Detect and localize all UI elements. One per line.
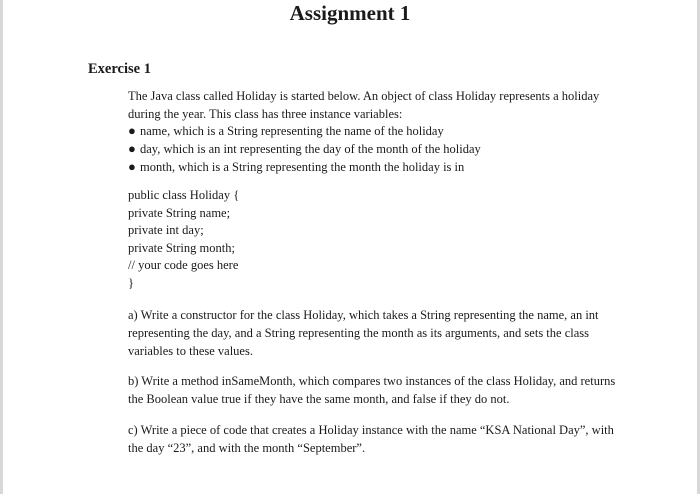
document-page — [3, 0, 697, 494]
list-item — [128, 122, 628, 140]
list-item — [128, 140, 628, 158]
list-item — [128, 158, 628, 176]
code-line: } — [128, 275, 134, 290]
code-line: private String name; — [128, 205, 231, 220]
code-line: // your code goes here — [128, 258, 239, 273]
question-part-c: c) Write a piece of code that creates a Holiday instance with the name “KSA National Day”, with the day “23”, and with the month “September”. — [128, 423, 614, 455]
exercise-intro: The Java class called Holiday is started below. An object of class Holiday represents a holiday during the year. This class has three instance variables: — [128, 89, 600, 121]
instance-variable-list — [128, 122, 628, 176]
bullet-text: month, which is a String representing the month the holiday is in — [140, 160, 465, 174]
exercise-heading: Exercise 1 — [88, 61, 151, 77]
code-line: private String month; — [128, 240, 235, 255]
code-line: private int day; — [128, 223, 204, 238]
bullet-text: name, which is a String representing the name of the holiday — [140, 124, 444, 138]
assignment-title: Assignment 1 — [289, 1, 411, 25]
code-block — [128, 187, 239, 293]
bullet-text: day, which is an int representing the day of the month of the holiday — [140, 142, 481, 156]
question-part-a: a) Write a constructor for the class Holiday, which takes a String representing the name, an int representing the day, and a String representing the month as its arguments, and sets the class variables to these values. — [128, 308, 599, 358]
bullet-icon: ● — [128, 159, 136, 174]
bullet-icon: ● — [128, 141, 136, 156]
code-line: public class Holiday { — [128, 188, 240, 202]
question-part-b: b) Write a method inSameMonth, which compares two instances of the class Holiday, and returns the Boolean value true if they have the same month, and false if they do not. — [128, 374, 616, 406]
bullet-icon: ● — [128, 123, 136, 138]
